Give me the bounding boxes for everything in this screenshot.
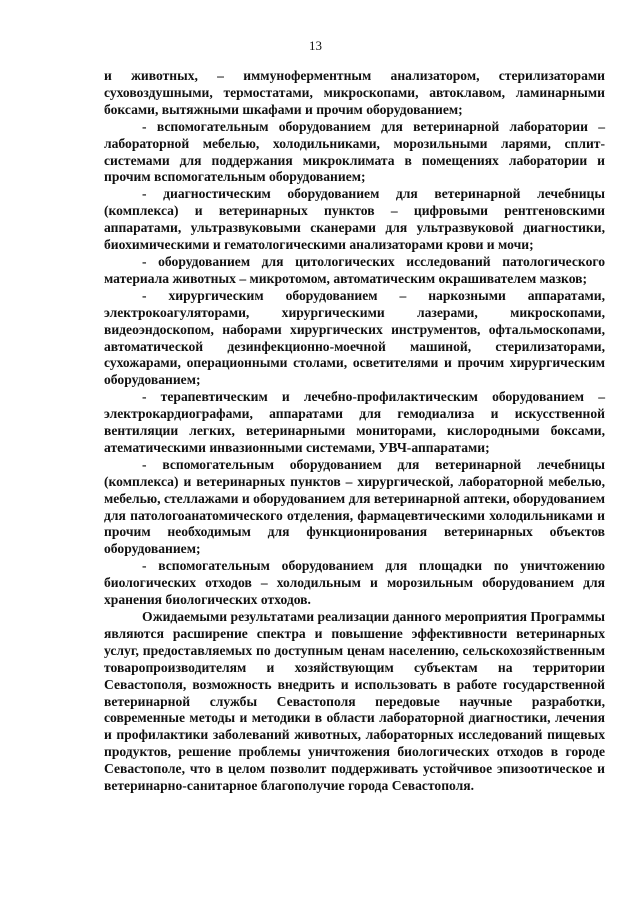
- paragraph-lab-auxiliary-equipment: - вспомогательным оборудованием для ветеринарной лаборатории – лабораторной мебелью, холодильниками, морозильными ларями, сплит-системами для поддержания микроклимата в помещениях лаборатории и прочим вспомогательным оборудованием;: [104, 118, 605, 185]
- paragraph-clinic-auxiliary-equipment: - вспомогательным оборудованием для ветеринарной лечебницы (комплекса) и ветеринарных пунктов – хирургической, лабораторной мебелью, мебелью, стеллажами и оборудованием для ветеринарной аптеки, оборудованием для патологоанатомического отделения, фармацевтическими холодильниками и прочим необходимым для функционирования ветеринарных объектов оборудованием;: [104, 456, 605, 557]
- paragraph-diagnostic-equipment: - диагностическим оборудованием для ветеринарной лечебницы (комплекса) и ветеринарных пунктов – цифровыми рентгеновскими аппаратами, ультразвуковыми сканерами для ультразвуковой диагностики, биохимическими и гематологическими анализаторами крови и мочи;: [104, 186, 605, 253]
- document-body: [104, 68, 605, 795]
- paragraph-continuation: и животных, – иммуноферментным анализатором, стерилизаторами суховоздушными, термостатами, микроскопами, автоклавом, ламинарными боксами, вытяжными шкафами и прочим оборудованием;: [104, 68, 605, 117]
- paragraph-therapeutic-equipment: - терапевтическим и лечебно-профилактическим оборудованием – электрокардиографами, аппаратами для гемодиализа и искусственной вентиляции легких, ветеринарными мониторами, кислородными боксами, атематическими инвазионными системами, УВЧ-аппаратами;: [104, 389, 605, 455]
- paragraph-cytology-equipment: - оборудованием для цитологических исследований патологического материала животных – микротомом, автоматическим окрашивателем мазков;: [104, 253, 605, 286]
- paragraph-expected-results: Ожидаемыми результатами реализации данного мероприятия Программы являются расширение спектра и повышение эффективности ветеринарных услуг, предоставляемых по доступным ценам населению, сельскохозяйственным товаропроизводителям и хозяйствующим субъектам на территории Севастополя, возможность внедрить и использовать в работе государственной ветеринарной службы Севастополя передовые научные разработки, современные методы и методики в области лабораторной диагностики, лечения и профилактики заболеваний животных, лабораторных исследований пищевых продуктов, решение проблемы уничтожения биологических отходов в городе Севастополе, что в целом позволит поддерживать устойчивое эпизоотическое и ветеринарно-санитарное благополучие города Севастополя.: [104, 609, 605, 794]
- paragraph-waste-site-equipment: - вспомогательным оборудованием для площадки по уничтожению биологических отходов – холодильным и морозильным оборудованием для хранения биологических отходов.: [104, 558, 605, 608]
- page-number: 13: [309, 38, 322, 53]
- paragraph-surgical-equipment: - хирургическим оборудованием – наркозными аппаратами, электрокоагуляторами, хирургическими лазерами, микроскопами, видеоэндоскопом, наборами хирургических инструментов, офтальмоскопами, автоматической дезинфекционно-моечной машиной, стерилизаторами, сухожарами, операционными столами, осветителями и прочим хирургическим оборудованием;: [104, 287, 605, 388]
